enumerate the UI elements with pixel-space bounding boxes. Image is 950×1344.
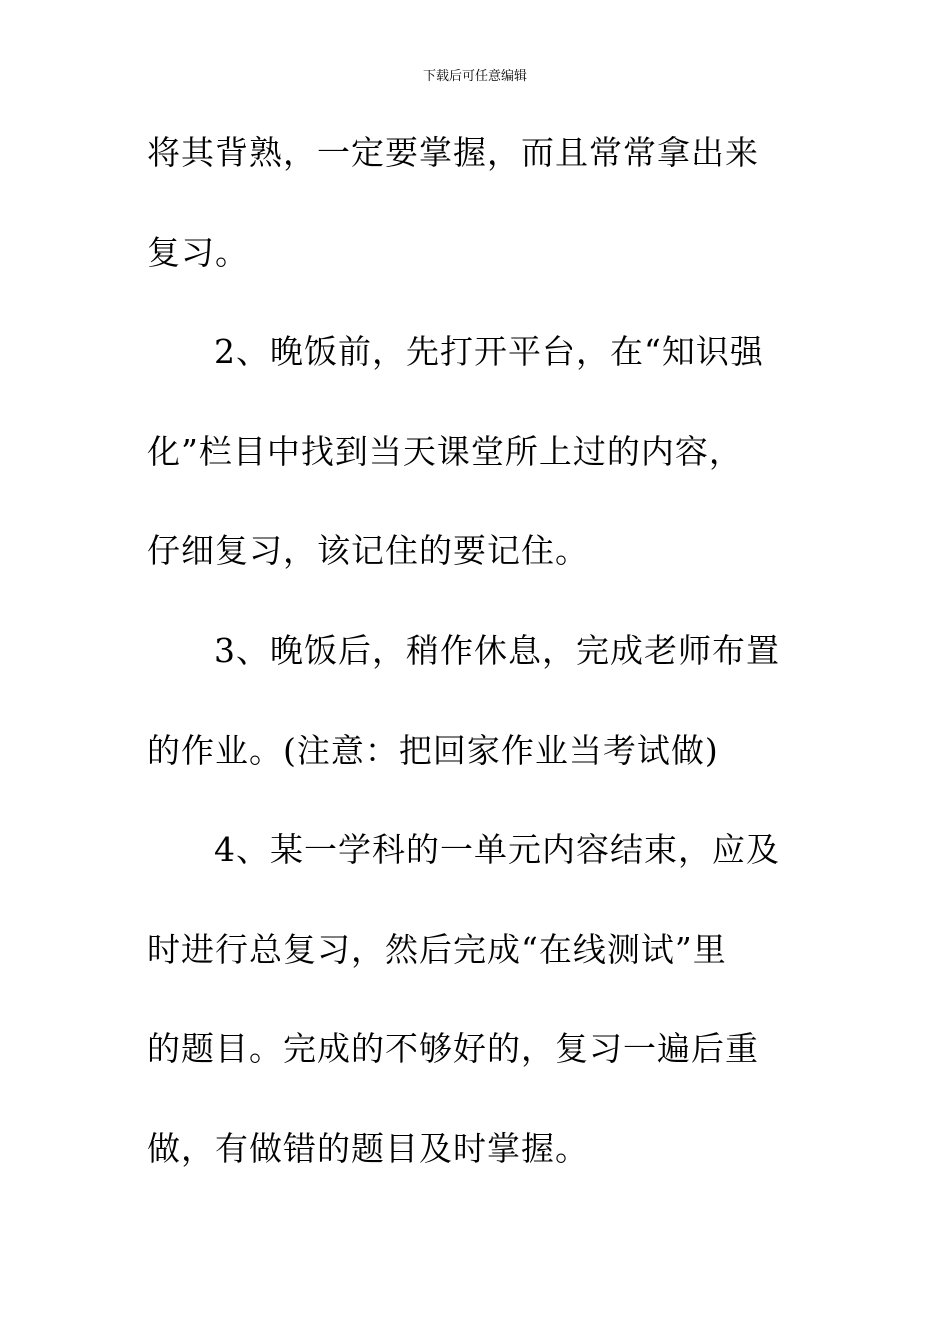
body-line-6: 3、晚饭后，稍作休息，完成老师布置 <box>214 631 780 670</box>
body-line-1: 将其背熟，一定要掌握，而且常常拿出来 <box>147 133 759 172</box>
body-line-11: 做，有做错的题目及时掌握。 <box>147 1129 589 1168</box>
body-line-5: 仔细复习，该记住的要记住。 <box>147 531 589 570</box>
body-line-8: 4、某一学科的一单元内容结束，应及 <box>214 830 780 869</box>
body-line-4: 化”栏目中找到当天课堂所上过的内容， <box>147 432 743 471</box>
body-line-7: 的作业。(注意：把回家作业当考试做) <box>147 731 719 770</box>
page-header: 下载后可任意编辑 <box>422 69 527 84</box>
body-line-2: 复习。 <box>147 233 249 272</box>
body-line-3: 2、晚饭前，先打开平台，在“知识强 <box>214 332 764 371</box>
body-line-9: 时进行总复习，然后完成“在线测试”里 <box>147 930 727 969</box>
body-line-10: 的题目。完成的不够好的，复习一遍后重 <box>147 1029 759 1068</box>
